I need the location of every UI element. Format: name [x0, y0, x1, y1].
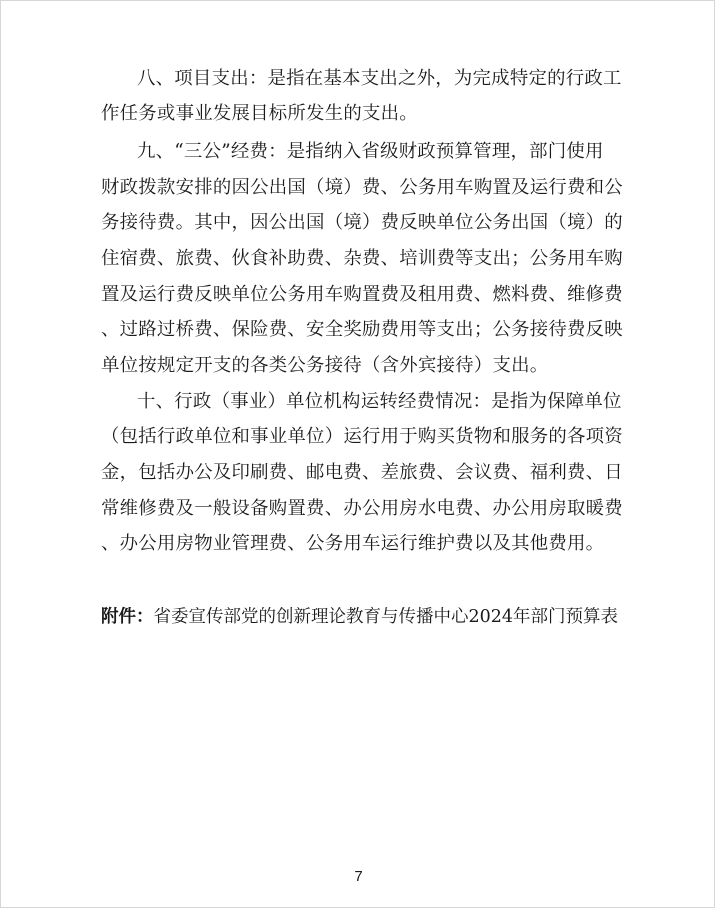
text-line: 、办公用房物业管理费、公务用车运行维护费以及其他费用。: [101, 533, 605, 554]
text-line: 务接待费。其中，因公出国（境）费反映单位公务出国（境）的: [101, 212, 623, 233]
text-line: 金，包括办公及印刷费、邮电费、差旅费、会议费、福利费、日: [101, 462, 623, 483]
text-line: 财政拨款安排的因公出国（境）费、公务用车购置及运行费和公: [101, 177, 623, 198]
text-line: （包括行政单位和事业单位）运行用于购买货物和服务的各项资: [101, 426, 623, 447]
attachment-note: [101, 606, 618, 628]
text-line: 九、“三公”经费：是指纳入省级财政预算管理，部门使用: [137, 141, 604, 162]
attachment-text: 省委宣传部党的创新理论教育与传播中心2024年部门预算表: [153, 607, 619, 627]
text-line: 置及运行费反映单位公务用车购置费及租用费、燃料费、维修费: [101, 284, 623, 305]
text-line: 八、项目支出：是指在基本支出之外，为完成特定的行政工: [137, 68, 622, 89]
text-line: 单位按规定开支的各类公务接待（含外宾接待）支出。: [101, 355, 549, 376]
text-line: 作任务或事业发展目标所发生的支出。: [101, 103, 418, 124]
attachment-label: 附件：: [101, 607, 154, 627]
text-line: 常维修费及一般设备购置费、办公用房水电费、办公用房取暖费: [101, 498, 623, 519]
text-line: 住宿费、旅费、伙食补助费、杂费、培训费等支出；公务用车购: [101, 248, 623, 269]
text-line: 十、行政（事业）单位机构运转经费情况：是指为保障单位: [137, 391, 622, 412]
page-number: 7: [354, 868, 363, 885]
text-line: 、过路过桥费、保险费、安全奖励费用等支出；公务接待费反映: [101, 319, 623, 340]
